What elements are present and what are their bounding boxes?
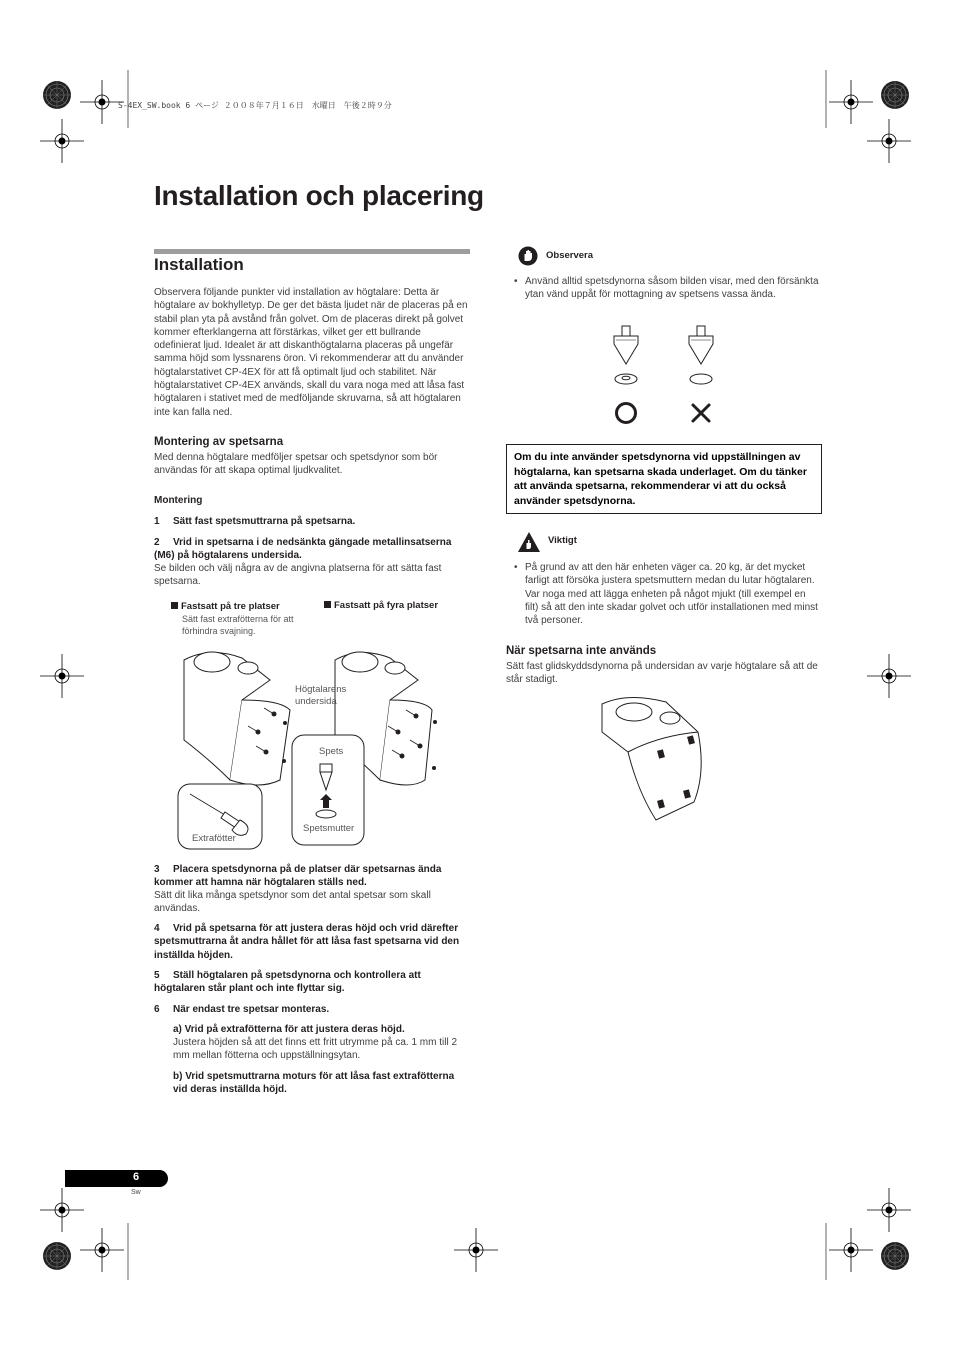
page-language: Sw [131, 1189, 141, 1196]
step-5: 5 Ställ högtalaren på spetsdynorna och kontrollera att högtalaren står plant och inte flyttar sig. [154, 970, 421, 995]
label-spike-nut: Spetsmutter [303, 823, 355, 834]
no-spikes-text: Sätt fast glidskyddsdynorna på undersidan av varje högtalare så att de står stadigt. [506, 661, 818, 686]
mount-text: Med denna högtalare medföljer spetsar och spetsdynor som bör användas för att skapa optimal ljudkvalitet. [154, 452, 438, 477]
step-4: 4 Vrid på spetsarna för att justera deras höjd och vrid därefter spetsmuttrarna åt andra hållet för att låsa fast spetsarna vid den inställda höjden. [154, 923, 460, 961]
step-6: 6 När endast tre spetsar monteras. [154, 1004, 330, 1015]
step-6a: a) Vrid på extrafötterna för att justera deras höjd. [173, 1024, 405, 1035]
mount-heading: Montering av spetsarna [154, 436, 284, 448]
incorrect-mark-icon [693, 405, 709, 421]
observera-bullet: • Använd alltid spetsdynorna såsom bilden visar, med den försänkta ytan vänd uppåt för mottagning av spetsens vassa ända. [514, 276, 819, 301]
observera-label: Observera [546, 250, 594, 261]
label-extra-feet: Extrafötter [192, 833, 236, 844]
page-title: Installation och placering [154, 180, 484, 211]
page-number: 6 [132, 1171, 140, 1183]
step-2-note: Se bilden och välj några av de angivna platserna för att sätta fast spetsarna. [154, 563, 442, 588]
section-title: Installation [154, 255, 244, 274]
caption-four-points: Fastsatt på fyra platser [324, 600, 438, 611]
caption-three-points-note: Sätt fast extrafötterna för att förhindra svajning. [182, 614, 294, 636]
label-underside: Högtalarens undersida [295, 684, 347, 707]
spike-pad-usage-illustration [600, 322, 730, 430]
file-header-line: S-4EX_SW.book 6 ページ ２００８年７月１６日 水曜日 午後２時９分 [118, 101, 392, 110]
viktigt-label: Viktigt [548, 535, 577, 546]
no-spikes-heading: När spetsarna inte används [506, 645, 657, 657]
caution-hand-icon [518, 246, 538, 266]
intro-paragraph: Observera följande punkter vid installation av högtalare: Detta är högtalare av bokhylletyp. De ger det bästa ljudet när de placeras på en stabil plan yta på avstånd från golvet. Om de placeras direkt på golvet kommer efterklangerna att förstärkas, vilket ger ett bullrande odefinierat ljud. Idealet är att diskanthögtalarna placeras på ungefär samma höjd som lyssnarens öron. Vi rekommenderar att du använder högtalarstativet CP-4EX för att få optimalt ljud och stabilitet. När högtalarstativet CP-4EX används, skall du vara noga med att låsa fast högtalaren i stativet med de medföljande skruvarna, så att högtalaren inte kan falla ned. [154, 287, 468, 418]
section-rule [154, 249, 470, 254]
step-3-note: Sätt dit lika många spetsdynor som det antal spetsar som skall användas. [154, 890, 431, 915]
anti-slip-pads-illustration [598, 692, 710, 822]
page-number-tab [65, 1170, 168, 1187]
step-6b: b) Vrid spetsmuttrarna moturs för att låsa fast extrafötterna vid deras inställda höjd. [173, 1071, 455, 1096]
montering-label: Montering [154, 495, 203, 506]
caption-three-points: Fastsatt på tre platser [171, 601, 280, 612]
step-3: 3 Placera spetsdynorna på de platser där spetsarnas ända kommer att hamna när högtalaren ställs ned. [154, 864, 442, 889]
step-2: 2 Vrid in spetsarna i de nedsänkta gängade metallinsatserna (M6) på högtalarens undersida. [154, 537, 452, 562]
step-1: 1 Sätt fast spetsmuttrarna på spetsarna. [154, 516, 356, 527]
step-6a-note: Justera höjden så att det finns ett fritt utrymme på ca. 1 mm till 2 mm mellan fötterna och uppställningsytan. [173, 1037, 458, 1062]
correct-mark-icon [617, 404, 636, 423]
warning-triangle-icon [517, 531, 541, 553]
warning-box-text: Om du inte använder spetsdynorna vid uppställningen av högtalarna, kan spetsarna skada underlaget. Om du tänker att använda spetsarna, rekommenderar vi att du också använder spetsdynorna. [514, 451, 807, 507]
viktigt-bullet: • På grund av att den här enheten väger ca. 20 kg, är det mycket farligt att försöka justera spetsmuttern medan du lutar högtalaren. Var noga med att lägga enheten på något mjukt (till exempel en filt) så att den inte skadar golvet och utför installationen med minst två personer. [514, 562, 818, 627]
label-spike: Spets [319, 746, 344, 757]
